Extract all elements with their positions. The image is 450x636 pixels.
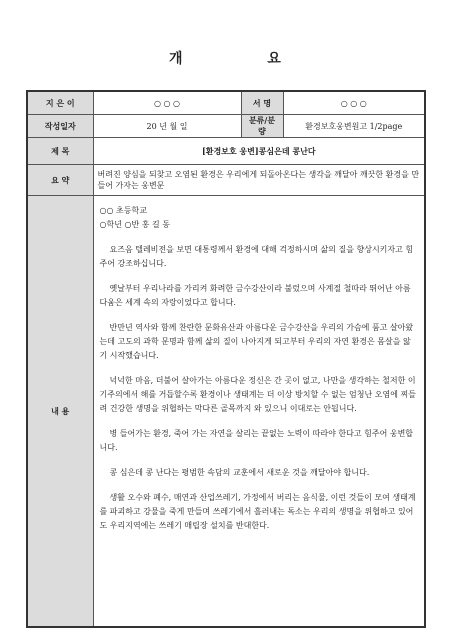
- signature-value: ○ ○ ○: [283, 91, 425, 115]
- title-value: [환경보호 웅변]콩심은데 콩난다: [93, 138, 425, 165]
- date-row: [27, 115, 425, 138]
- content-row: [27, 196, 425, 628]
- content-paragraph: 요즈음 텔레비전을 보면 대통령께서 환경에 대해 걱정하시며 삶의 질을 향상시키자고 힘주어 강조하십니다.: [99, 245, 414, 268]
- student-name-line: ○학년 ○반 홍 길 동: [99, 220, 171, 229]
- author-row: [27, 91, 425, 115]
- title-row: [27, 138, 425, 165]
- content-paragraph: 넉넉한 마음, 더불어 살아가는 아름다운 정신은 간 곳이 없고, 나만을 생각하는 철저한 이기주의에서 해를 거듭할수록 환경이나 생태계는 더 이상 방치할 수 없는 엄청난 오염에 찌들려 건강한 생명을 위협하는 막다른 골목까지 와 있으니 이대로는 안됩니다.: [99, 376, 416, 413]
- content-body: [93, 196, 425, 628]
- title-label: 제 목: [27, 138, 93, 165]
- date-value: 20 년 월 일: [93, 115, 241, 138]
- author-label: 지 은 이: [27, 91, 93, 115]
- category-label: 분류/분량: [241, 115, 283, 138]
- content-paragraph: 병 들어가는 환경, 죽어 가는 자연을 살리는 끝없는 노력이 따라야 한다고 힘주어 웅변합니다.: [99, 429, 414, 452]
- content-paragraph: 옛날부터 우리나라를 가리켜 화려한 금수강산이라 불렀으며 사계절 철따라 뛰어난 아름다움은 세계 속의 자랑이었다고 합니다.: [99, 284, 411, 307]
- author-value: ○ ○ ○: [93, 91, 241, 115]
- summary-label: 요 약: [27, 165, 93, 196]
- document-form-table: [26, 90, 426, 628]
- summary-row: [27, 165, 425, 196]
- category-value: 환경보호웅변원고 1/2page: [283, 115, 425, 138]
- content-paragraph: 반만년 역사와 함께 찬란한 문화유산과 아름다운 금수강산을 우리의 가슴에 품고 살아왔는데 고도의 과학 문명과 함께 삶의 질이 나아지게 되고부터 우리의 자연 환경은 몸살을 앓기 시작했습니다.: [99, 323, 414, 360]
- date-label: 작성일자: [27, 115, 93, 138]
- content-paragraph: 콩 심은데 콩 난다는 평범한 속담의 교훈에서 새로운 것을 깨달아야 합니다.: [109, 468, 370, 477]
- page-title: 개 요: [169, 51, 321, 67]
- summary-value: 버려진 양심을 되찾고 오염된 환경은 우리에게 되돌아온다는 생각을 깨달아 깨끗한 환경을 만들어 가자는 웅변문: [93, 165, 425, 196]
- signature-label: 서 명: [241, 91, 283, 115]
- school-line: ○○ 초등학교: [99, 206, 147, 215]
- content-paragraph: 생활 오수와 폐수, 매연과 산업쓰레기, 가정에서 버리는 음식물, 이런 것들이 모여 생태계를 파괴하고 강물을 죽게 만들며 쓰레기에서 흘러내는 독소는 우리의 생명을 위협하고 있어도 우리지역에는 쓰레기 매립장 설치를 반대한다.: [99, 493, 416, 530]
- content-label: 내 용: [27, 196, 93, 628]
